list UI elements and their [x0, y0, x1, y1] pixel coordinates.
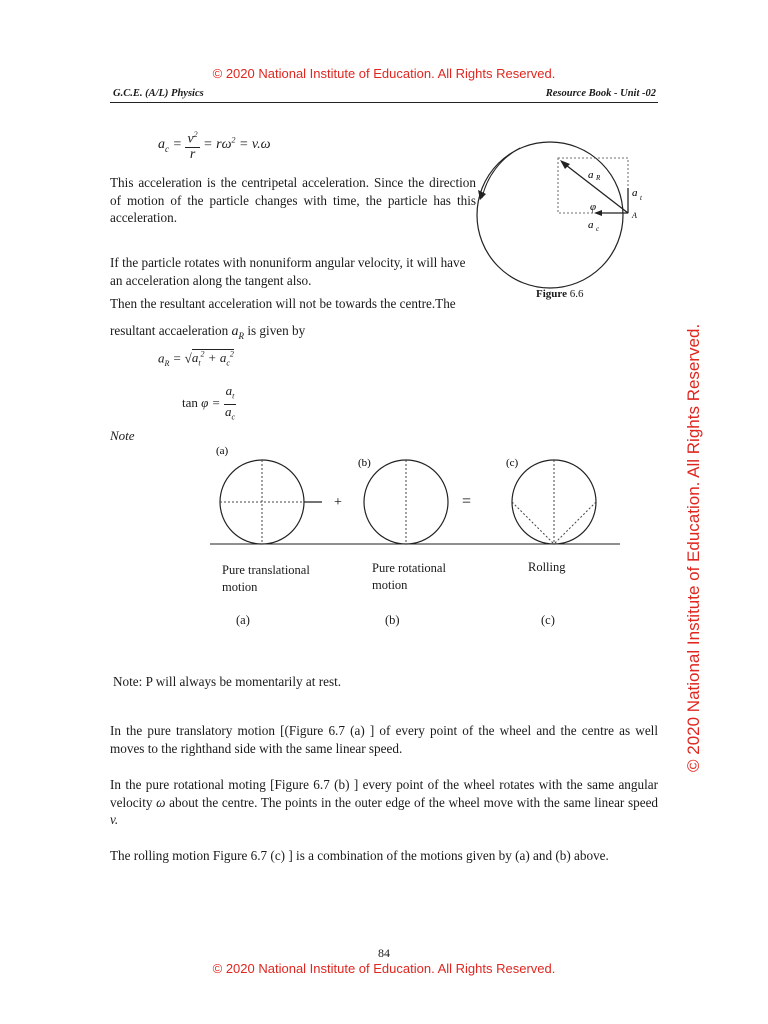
wheel-a-tag: (a)	[216, 445, 229, 457]
aR-symbol: $a_R$	[231, 324, 245, 341]
note-heading: Note	[110, 428, 135, 443]
ac-label: a	[588, 219, 594, 231]
figure-6-6	[472, 140, 652, 300]
figure-6-6-caption	[536, 288, 583, 300]
header-right: Resource Book - Unit -02	[545, 88, 656, 99]
paragraph-translatory: In the pure translatory motion [(Figure 6.7 (a) ] of every point of the wheel and the centre as well moves to the righthand side with the same linear speed.	[110, 723, 658, 756]
at-sub-label: t	[640, 194, 642, 202]
ac-sub-label: c	[596, 225, 600, 233]
equals-sign: =	[462, 493, 472, 510]
copyright-top: © 2020 National Institute of Education. All Rights Reserved.	[212, 66, 556, 81]
wheel-c-tag: (c)	[506, 457, 519, 469]
figure-6-7-wheels	[200, 440, 630, 560]
wheel-b-caption-line2: motion	[372, 578, 408, 592]
wheel-b-label: (b)	[385, 613, 400, 627]
paragraph-rotational	[110, 776, 658, 829]
paragraph-nonuniform: If the particle rotates with nonuniform angular velocity, it will have an acceleration along the tangent also.	[110, 255, 466, 288]
figure-caption-bold: Figure	[536, 288, 567, 300]
formula-centripetal: $a_c$ = $\frac{v^2}{r}$ = $r\omega^2 = v.\omega$	[158, 130, 271, 162]
v-symbol: v.	[110, 812, 119, 827]
figure-caption-number: 6.6	[569, 288, 584, 300]
header-left: G.C.E. (A/L) Physics	[113, 88, 204, 99]
formula-tanphi: tan φ = $\frac{a_t}{a_c}$	[182, 383, 235, 422]
wheel-c-label: (c)	[541, 613, 555, 627]
copyright-bottom: © 2020 National Institute of Education. All Rights Reserved.	[212, 961, 556, 976]
wheel-a-caption	[222, 562, 310, 596]
wheel-b-tag: (b)	[358, 457, 371, 469]
point-A-label: A	[632, 211, 637, 220]
copyright-side: © 2020 National Institute of Education. All Rights Reserved.	[684, 323, 703, 772]
aR-sub-label: R	[596, 174, 601, 182]
wheel-c-caption: Rolling	[528, 560, 566, 574]
aR-label: a	[588, 169, 594, 181]
rotational-text-1: In the pure rotational moting [Figure 6.7 (b) ] every point of the wheel rotates with the same angular velocity	[110, 777, 658, 810]
resultant-text-end: is given by	[247, 323, 306, 338]
wheel-a-label: (a)	[236, 613, 250, 627]
wheel-b-caption-line1: Pure rotational	[372, 561, 446, 575]
wheel-a-caption-line1: Pure translational	[222, 563, 310, 577]
resultant-text: resultant accaeleration	[110, 323, 229, 338]
formula-aR: $a_R = √a_t^2 + a_c^2$	[158, 350, 234, 368]
at-label: a	[632, 187, 638, 199]
omega-symbol: ω	[156, 794, 166, 810]
paragraph-centripetal: This acceleration is the centripetal acceleration. Since the direction of motion of the particle changes with time, the particle has this acceleration.	[110, 175, 476, 225]
rotational-text-2: about the centre. The points in the outer edge of the wheel move with the same linear speed	[169, 794, 659, 810]
page-number: 84	[378, 946, 390, 960]
paragraph-resultant-formula	[110, 322, 305, 345]
rotation-arc	[482, 148, 520, 198]
header-rule	[110, 102, 658, 103]
wheel-a-caption-line2: motion	[222, 580, 258, 594]
plus-sign: +	[334, 495, 342, 510]
paragraph-resultant: Then the resultant acceleration will not be towards the centre.The	[110, 296, 456, 311]
wheel-b-caption	[372, 560, 446, 594]
paragraph-rolling: The rolling motion Figure 6.7 (c) ] is a combination of the motions given by (a) and (b) above.	[110, 848, 609, 863]
note-text: Note: P will always be momentarily at rest.	[113, 674, 342, 689]
phi-label: φ	[590, 201, 597, 213]
